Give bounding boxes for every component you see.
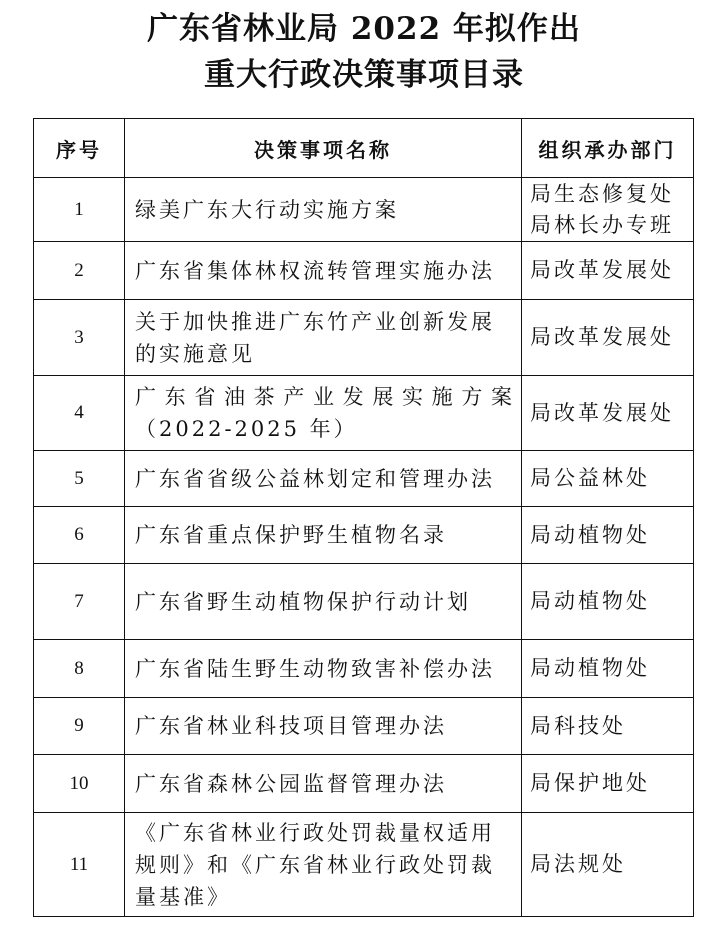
table-row bbox=[34, 640, 694, 698]
responsible-department: 局动植物处 bbox=[522, 507, 694, 564]
decision-item-name: 广东省集体林权流转管理实施办法 bbox=[125, 242, 522, 300]
row-number: 6 bbox=[34, 507, 125, 564]
decision-item-name: 广东省重点保护野生植物名录 bbox=[125, 507, 522, 564]
responsible-department: 局动植物处 bbox=[522, 564, 694, 640]
decision-item-name: 广东省林业科技项目管理办法 bbox=[125, 698, 522, 755]
responsible-department bbox=[522, 178, 694, 242]
department-line: 局林长办专班 bbox=[530, 212, 674, 237]
table-row bbox=[34, 813, 694, 917]
table-row bbox=[34, 242, 694, 300]
row-number: 11 bbox=[34, 813, 125, 917]
decision-item-name: 《广东省林业行政处罚裁量权适用规则》和《广东省林业行政处罚裁量基准》 bbox=[125, 813, 522, 917]
decision-item-name: 广东省油茶产业发展实施方案（2022-2025 年） bbox=[125, 376, 522, 451]
table-header-row bbox=[34, 119, 694, 178]
row-number: 2 bbox=[34, 242, 125, 300]
row-number: 1 bbox=[34, 178, 125, 242]
responsible-department: 局改革发展处 bbox=[522, 300, 694, 376]
decision-item-name: 广东省省级公益林划定和管理办法 bbox=[125, 451, 522, 507]
responsible-department: 局公益林处 bbox=[522, 451, 694, 507]
decision-item-name: 广东省森林公园监督管理办法 bbox=[125, 755, 522, 813]
table-row bbox=[34, 755, 694, 813]
table-row bbox=[34, 300, 694, 376]
table-row bbox=[34, 376, 694, 451]
decision-items-table bbox=[33, 118, 694, 917]
responsible-department: 局法规处 bbox=[522, 813, 694, 917]
decision-item-name: 广东省野生动植物保护行动计划 bbox=[125, 564, 522, 640]
row-number: 7 bbox=[34, 564, 125, 640]
header-responsible-department: 组织承办部门 bbox=[522, 119, 694, 178]
decision-item-name: 广东省陆生野生动物致害补偿办法 bbox=[125, 640, 522, 698]
header-serial-number: 序号 bbox=[34, 119, 125, 178]
decision-item-name: 绿美广东大行动实施方案 bbox=[125, 178, 522, 242]
department-line: 局生态修复处 bbox=[530, 181, 674, 206]
responsible-department: 局动植物处 bbox=[522, 640, 694, 698]
row-number: 4 bbox=[34, 376, 125, 451]
row-number: 3 bbox=[34, 300, 125, 376]
header-decision-item-name: 决策事项名称 bbox=[125, 119, 522, 178]
table-row bbox=[34, 451, 694, 507]
row-number: 9 bbox=[34, 698, 125, 755]
table-row bbox=[34, 178, 694, 242]
row-number: 8 bbox=[34, 640, 125, 698]
responsible-department: 局改革发展处 bbox=[522, 242, 694, 300]
responsible-department: 局改革发展处 bbox=[522, 376, 694, 451]
table-row bbox=[34, 507, 694, 564]
responsible-department: 局科技处 bbox=[522, 698, 694, 755]
row-number: 10 bbox=[34, 755, 125, 813]
row-number: 5 bbox=[34, 451, 125, 507]
responsible-department: 局保护地处 bbox=[522, 755, 694, 813]
decision-item-name: 关于加快推进广东竹产业创新发展的实施意见 bbox=[125, 300, 522, 376]
document-title-line-1: 广东省林业局 2022 年拟作出 bbox=[147, 11, 581, 47]
table-row bbox=[34, 698, 694, 755]
document-title-line-2: 重大行政决策事项目录 bbox=[204, 57, 524, 93]
table-row bbox=[34, 564, 694, 640]
